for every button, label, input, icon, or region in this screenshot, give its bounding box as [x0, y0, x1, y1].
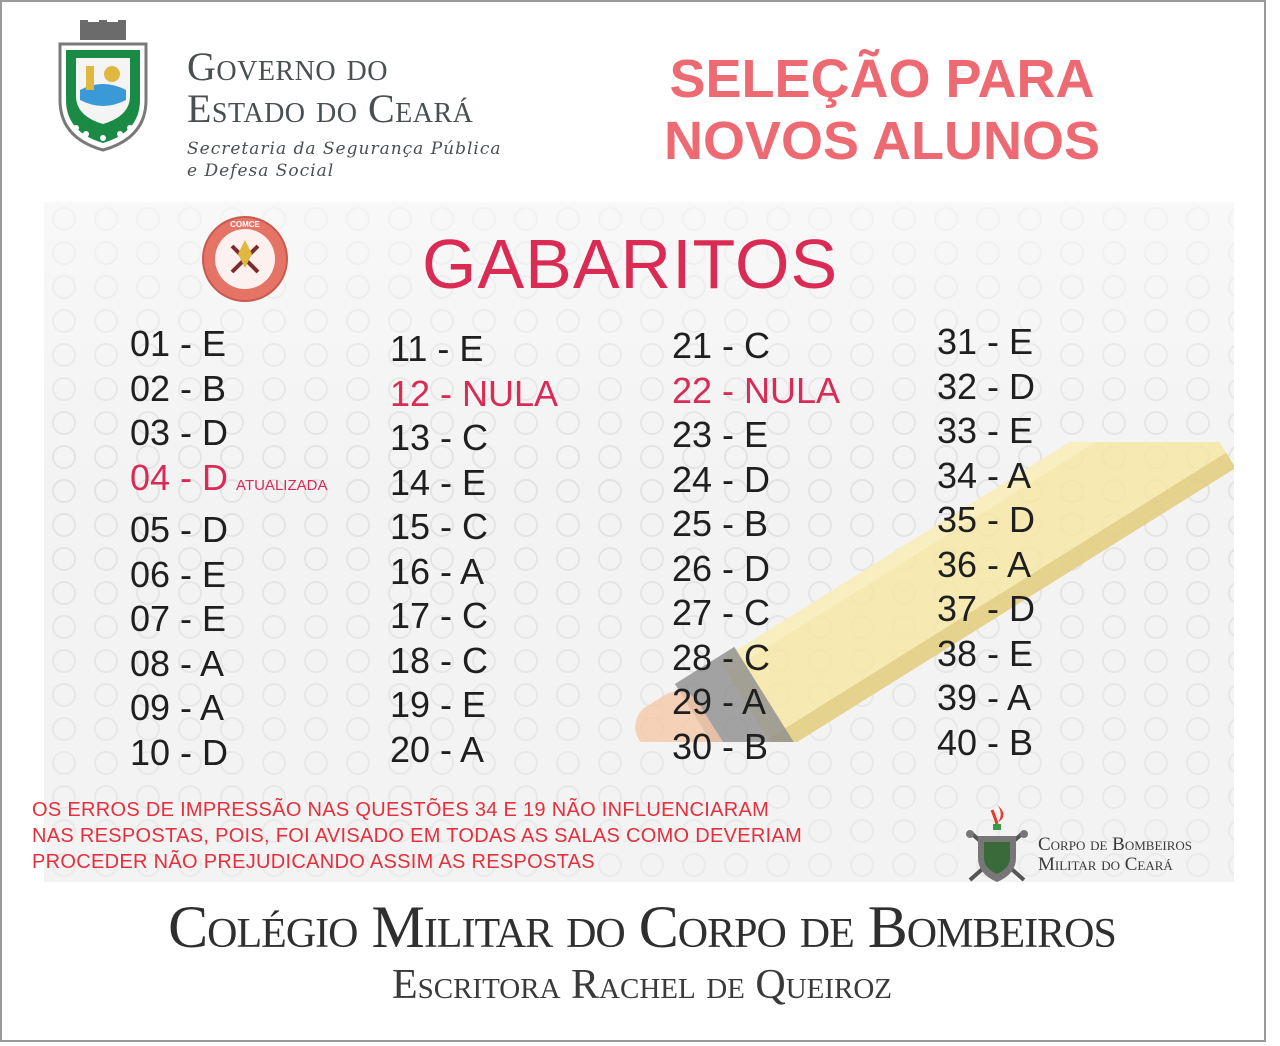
answer-item — [390, 372, 558, 417]
answer-item — [672, 458, 840, 503]
answer-item — [130, 508, 327, 553]
gov-sub2: e Defesa Social — [187, 161, 335, 181]
answer-item — [672, 502, 840, 547]
warning-line3: PROCEDER NÃO PREJUDICANDO ASSIM AS RESPOSTAS — [32, 851, 595, 873]
answer-text: 11 - E — [390, 328, 484, 369]
cbm-line2: Militar do Ceará — [1038, 854, 1173, 875]
answer-item — [937, 320, 1035, 365]
answer-item — [130, 411, 327, 456]
answer-item — [130, 322, 327, 367]
answer-text: 15 - C — [390, 506, 489, 547]
answer-item — [130, 553, 327, 598]
answer-text: 17 - C — [390, 595, 489, 636]
gov-line2: Estado do Ceará — [187, 86, 474, 131]
answer-item — [937, 409, 1035, 454]
answer-item — [672, 636, 840, 681]
answer-text: 26 - D — [672, 547, 771, 589]
answer-item — [130, 686, 327, 731]
answer-item — [937, 365, 1035, 410]
printing-errors-notice — [32, 797, 802, 875]
cbm-label — [1038, 835, 1192, 875]
cbm-emblem-icon — [962, 802, 1032, 890]
answer-text: 22 - NULA — [672, 369, 841, 411]
answer-item — [937, 454, 1035, 499]
answer-item — [390, 505, 558, 550]
answer-text: 30 - B — [672, 725, 769, 767]
answer-item — [390, 461, 558, 506]
school-subtitle: Escritora Rachel de Queiroz — [391, 962, 893, 1008]
answer-text: 34 - A — [937, 454, 1032, 496]
answer-text: 18 - C — [390, 639, 489, 681]
answer-item — [130, 642, 327, 687]
answer-text: 28 - C — [672, 636, 771, 678]
answer-text: 19 - E — [390, 684, 487, 725]
answer-note: ATUALIZADA — [236, 476, 328, 494]
answer-text: 29 - A — [672, 681, 767, 722]
answer-item — [390, 639, 558, 684]
answer-item — [672, 413, 840, 458]
gov-subtitle — [187, 138, 502, 182]
answer-text: 40 - B — [937, 721, 1034, 763]
answer-text: 12 - NULA — [390, 372, 559, 414]
comce-seal-icon — [200, 214, 290, 304]
answer-item — [130, 597, 327, 642]
page-title: GABARITOS — [422, 225, 839, 303]
answer-item — [130, 367, 327, 412]
answer-item — [672, 369, 840, 414]
gov-line1: Governo do — [187, 44, 388, 89]
answer-text: 38 - E — [937, 632, 1034, 674]
answer-text: 39 - A — [937, 677, 1032, 718]
answer-item — [937, 587, 1035, 632]
ceara-coat-of-arms-icon — [54, 20, 152, 152]
answers-column-4 — [937, 320, 1035, 765]
answer-item — [390, 683, 558, 728]
answer-text: 16 - A — [390, 550, 485, 592]
answer-text: 25 - B — [672, 503, 769, 544]
answer-text: 35 - D — [937, 499, 1036, 540]
answer-text: 10 - D — [130, 731, 229, 773]
answer-item — [390, 594, 558, 639]
answer-text: 14 - E — [390, 461, 487, 503]
seal-text: COMCE — [230, 220, 260, 229]
government-header — [187, 46, 502, 182]
selection-title — [602, 48, 1162, 172]
answer-item — [672, 324, 840, 369]
answer-item — [937, 676, 1035, 721]
answer-item — [390, 728, 558, 773]
answer-item — [672, 680, 840, 725]
answer-text: 08 - A — [130, 642, 225, 684]
answer-text: 36 - A — [937, 543, 1032, 585]
answer-text: 05 - D — [130, 509, 229, 550]
answer-text: 20 - A — [390, 728, 485, 770]
answer-text: 23 - E — [672, 414, 769, 455]
answer-text: 24 - D — [672, 458, 771, 500]
answer-text: 13 - C — [390, 417, 489, 458]
selecao-line2: NOVOS ALUNOS — [663, 111, 1101, 171]
warning-line2: NAS RESPOSTAS, POIS, FOI AVISADO EM TODAS AS SALAS COMO DEVERIAM — [32, 825, 803, 847]
answer-text: 02 - B — [130, 367, 227, 409]
gov-sub1: Secretaria da Segurança Pública — [187, 139, 502, 159]
school-name: Colégio Militar do Corpo de Bombeiros — [168, 894, 1116, 960]
answer-item — [672, 547, 840, 592]
answer-text: 09 - A — [130, 687, 225, 728]
answer-text: 32 - D — [937, 365, 1036, 407]
answer-item — [130, 731, 327, 776]
answer-text: 33 - E — [937, 410, 1034, 451]
cbm-line1: Corpo de Bombeiros — [1038, 834, 1193, 855]
answer-item — [937, 498, 1035, 543]
answer-text: 37 - D — [937, 588, 1036, 629]
answers-column-1 — [130, 322, 327, 775]
answer-item — [937, 543, 1035, 588]
answers-column-3 — [672, 324, 840, 769]
selecao-line1: SELEÇÃO PARA — [669, 49, 1095, 109]
answer-text: 06 - E — [130, 553, 227, 595]
answer-text: 31 - E — [937, 321, 1034, 362]
answer-item — [390, 550, 558, 595]
answer-item — [390, 327, 558, 372]
answer-text: 21 - C — [672, 325, 771, 366]
answer-text: 04 - D — [130, 456, 229, 498]
answer-item — [130, 456, 327, 509]
answers-column-2 — [390, 327, 558, 772]
answer-item — [937, 632, 1035, 677]
answer-text: 03 - D — [130, 412, 229, 453]
answer-item — [672, 725, 840, 770]
answer-text: 01 - E — [130, 323, 227, 364]
answer-text: 27 - C — [672, 592, 771, 633]
answer-text: 07 - E — [130, 598, 227, 639]
answer-item — [390, 416, 558, 461]
answer-item — [937, 721, 1035, 766]
answer-item — [672, 591, 840, 636]
warning-line1: OS ERROS DE IMPRESSÃO NAS QUESTÕES 34 E 19 NÃO INFLUENCIARAM — [32, 799, 770, 821]
